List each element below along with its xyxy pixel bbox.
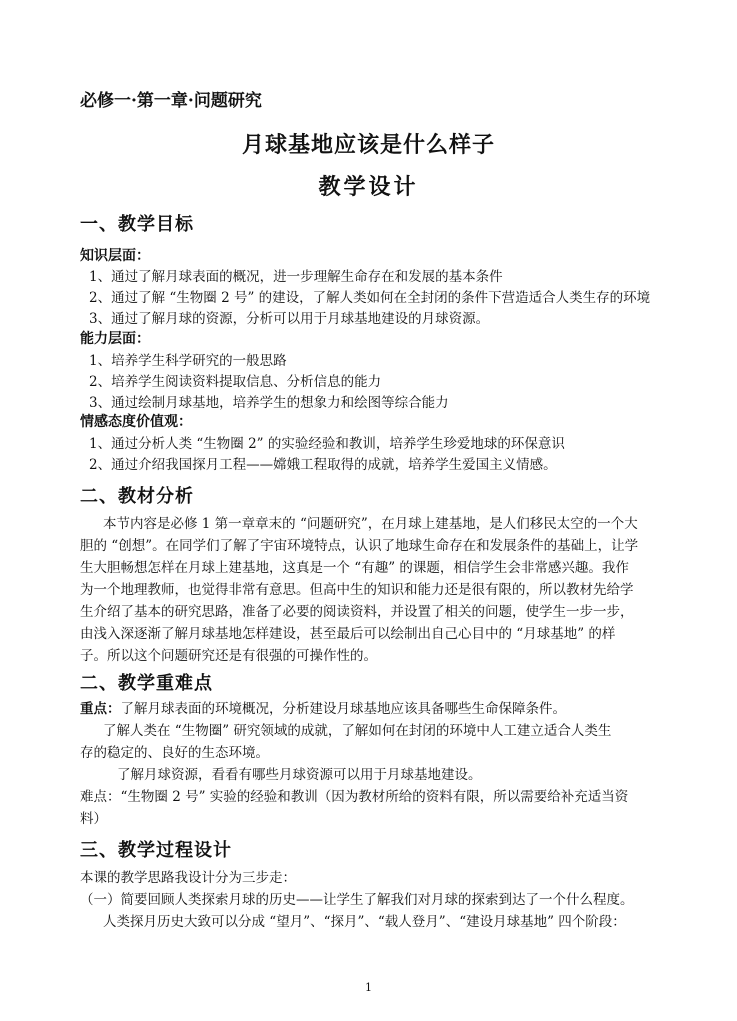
paragraph-line: 生介绍了基本的研究思路，准备了必要的阅读资料，并设置了相关的问题，使学生一步一步， — [80, 604, 634, 620]
emotion-label: 情感态度价值观： — [80, 414, 192, 430]
list-item: 2、通过了解 “生物圈 2 号” 的建设，了解人类如何在全封闭的条件下营造适合人类生存的环境 — [89, 290, 651, 306]
key-point-line — [80, 698, 566, 720]
paragraph-line: 存的稳定的、良好的生态环境。 — [80, 745, 269, 761]
ability-label: 能力层面： — [80, 331, 150, 347]
key-label: 重点： — [80, 701, 121, 717]
paragraph-line: 胆的 “创想”。在同学们了解了宇宙环境特点，认识了地球生命存在和发展条件的基础上，让学 — [80, 538, 639, 554]
paragraph-line: 本节内容是必修 1 第一章章末的 “问题研究”，在月球上建基地，是人们移民太空的一个大 — [103, 516, 638, 532]
page-number: 1 — [365, 981, 372, 994]
section-heading-goals: 一、教学目标 — [80, 214, 194, 235]
paragraph-line: 人类探月历史大致可以分成 “望月”、“探月”、“载人登月”、“建设月球基地” 四个阶段： — [103, 914, 626, 930]
section-heading-analysis: 二、教材分析 — [80, 486, 194, 507]
paragraph-line: 生大胆畅想怎样在月球上建基地，这真是一个 “有趣” 的课题，相信学生会非常感兴趣。我作 — [80, 560, 629, 576]
list-item: 2、培养学生阅读资料提取信息、分析信息的能力 — [89, 374, 382, 390]
paragraph-line: 为一个地理教师，也觉得非常有意思。但高中生的知识和能力还是很有限的，所以教材先给学 — [80, 582, 634, 598]
paragraph-line: 子。所以这个问题研究还是有很强的可操作性的。 — [80, 648, 377, 664]
difficult-point-line: 难点：“生物圈 2 号” 实验的经验和教训（因为教材所给的资料有限，所以需要给补充适当资 — [80, 789, 629, 805]
list-item: 1、通过了解月球表面的概况，进一步理解生命存在和发展的基本条件 — [89, 269, 503, 285]
paragraph-line: 料） — [80, 811, 107, 827]
list-item: 3、通过绘制月球基地，培养学生的想象力和绘图等综合能力 — [89, 395, 449, 411]
list-item: 1、通过分析人类 “生物圈 2” 的实验经验和教训，培养学生珍爱地球的环保意识 — [89, 436, 565, 452]
paragraph-line: 了解月球资源，看看有哪些月球资源可以用于月球基地建设。 — [117, 767, 482, 783]
paragraph-line: （一）简要回顾人类探索月球的历史——让学生了解我们对月球的探索到达了一个什么程度。 — [80, 892, 634, 908]
list-item: 1、培养学生科学研究的一般思路 — [89, 353, 287, 369]
list-item: 2、通过介绍我国探月工程——嫦娥工程取得的成就，培养学生爱国主义情感。 — [89, 457, 557, 473]
list-item: 3、通过了解月球的资源，分析可以用于月球基地建设的月球资源。 — [89, 311, 490, 327]
section-heading-key-points: 二、教学重难点 — [80, 673, 213, 694]
paragraph-line: 了解人类在 “生物圈” 研究领域的成就，了解如何在封闭的环境中人工建立适合人类生 — [103, 723, 612, 739]
chapter-label: 必修一·第一章·问题研究 — [80, 91, 262, 111]
page-subtitle: 教学设计 — [318, 174, 419, 200]
page-title: 月球基地应该是什么样子 — [241, 132, 495, 158]
knowledge-label: 知识层面： — [80, 248, 150, 264]
section-heading-process: 三、教学过程设计 — [80, 840, 232, 861]
paragraph-line: 本课的教学思路我设计分为三步走： — [80, 870, 296, 886]
key-text: 了解月球表面的环境概况，分析建设月球基地应该具备哪些生命保障条件。 — [120, 701, 566, 717]
paragraph-line: 由浅入深逐渐了解月球基地怎样建设，甚至最后可以绘制出自己心目中的 “月球基地” 的样 — [80, 626, 616, 642]
